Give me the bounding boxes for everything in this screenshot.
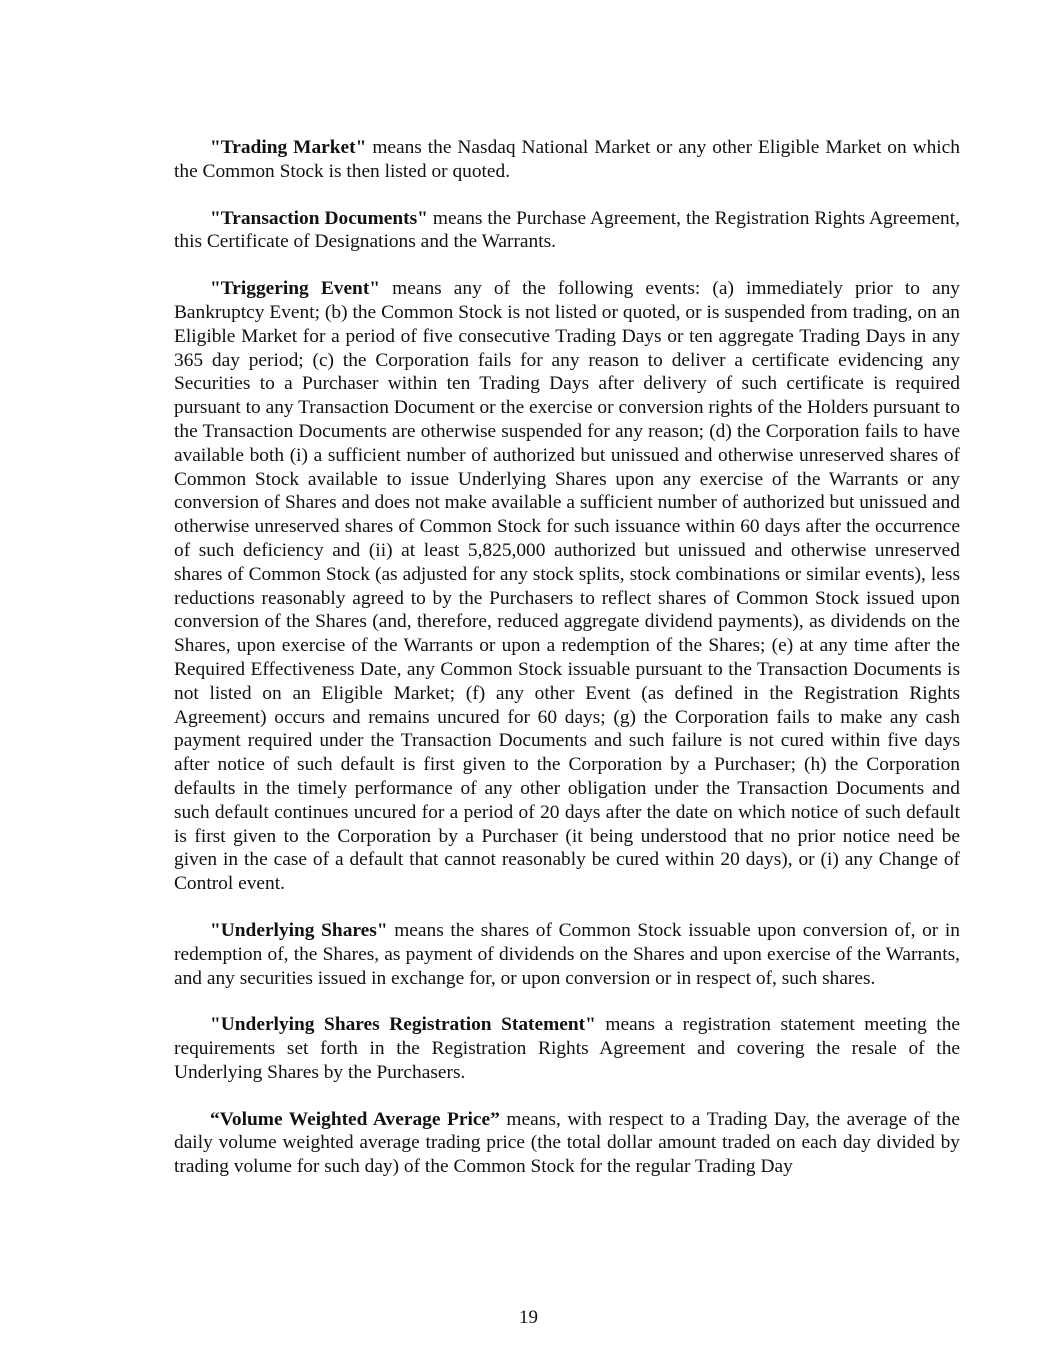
defined-term [210,137,366,158]
defined-term [210,208,428,229]
page-number: 19 [519,1307,538,1328]
term-close-quote: " [585,1014,596,1036]
term-name: Underlying Shares Registration Statement [220,1014,586,1036]
definition-triggering-event [174,277,960,896]
definition-underlying-shares-registration-statement [174,1013,960,1084]
term-name: Underlying Shares [220,919,377,941]
term-open-quote: " [210,1014,221,1036]
definition-text: means the Purchase Agreement, the Registration Rights Agreement, this Certificate of Designations and the Warrants. [174,207,960,253]
term-name: Transaction Documents [220,207,418,229]
term-close-quote: " [369,278,381,300]
term-close-quote: " [376,919,388,941]
term-close-quote: " [355,137,367,158]
term-name: Triggering Event [220,278,370,300]
term-open-quote: " [210,919,221,941]
term-name: Trading Market [220,137,356,158]
defined-term [210,1014,596,1035]
definition-text: means any of the following events: (a) immediately prior to any Bankruptcy Event; (b) the Common Stock is not listed or quoted, or is suspended from trading, on an Eligible Market for a period of five consecutive Trading Days or ten aggregate Trading Days in any 365 day period; (c) the Corporation fails for any reason to deliver a certificate evidencing any Securities to a Purchaser within ten Trading Days after delivery of such certificate is required pursuant to any Transaction Document or the exercise or conversion rights of the Holders pursuant to the Transaction Documents are otherwise suspended for any reason; (d) the Corporation fails to have available both (i) a sufficient number of authorized but unissued and otherwise unreserved shares of Common Stock available to issue Underlying Shares upon any exercise of the Warrants or any conversion of Shares and does not make available a sufficient number of authorized but unissued and otherwise unreserved shares of Common Stock for such issuance within 60 days after the occurrence of such deficiency and (ii) at least 5,825,000 authorized but unissued and otherwise unreserved shares of Common Stock (as adjusted for any stock splits, stock combinations or similar events), less reductions reasonably agreed to by the Purchasers to reflect shares of Common Stock issued upon conversion of the Shares (and, therefore, reduced aggregate dividend payments), as dividends on the Shares, upon exercise of the Warrants or upon a redemption of the Shares; (e) at any time after the Required Effectiveness Date, any Common Stock issuable pursuant to the Transaction Documents is not listed on an Eligible Market; (f) any other Event (as defined in the Registration Rights Agreement) occurs and remains uncured for 60 days; (g) the Corporation fails to make any cash payment required under the Transaction Documents and such failure is not cured within five days after notice of such default is first given to the Corporation by a Purchaser; (h) the Corporation defaults in the timely performance of any other obligation under the Transaction Documents and such default continues uncured for a period of 20 days after the date on which notice of such default is first given to the Corporation by a Purchaser (it being understood that no prior notice need be given in the case of a default that cannot reasonably be cured within 20 days), or (i) any Change of Control event. [174,278,960,895]
defined-term [210,278,380,299]
term-open-quote: “ [210,1108,220,1130]
definition-text: means the shares of Common Stock issuable upon conversion of, or in redemption of, the Shares, as payment of dividends on the Shares and upon exercise of the Warrants, and any securities issued in exchange for, or upon conversion or in respect of, such shares. [174,919,960,989]
definition-text: means, with respect to a Trading Day, the average of the daily volume weighted average trading price (the total dollar amount traded on each day divided by trading volume for such day) of the Common Stock for the regular Trading Day [174,1108,960,1178]
definition-text: means the Nasdaq National Market or any other Eligible Market on which the Common Stock is then listed or quoted. [174,137,960,182]
term-close-quote: ” [490,1108,500,1130]
definition-text: means a registration statement meeting the requirements set forth in the Registration Rights Agreement and covering the resale of the Underlying Shares by the Purchasers. [174,1014,960,1083]
term-open-quote: " [210,137,221,158]
defined-term [210,1109,500,1130]
definition-trading-market [174,136,960,184]
term-open-quote: " [210,207,221,229]
definition-transaction-documents [174,207,960,255]
term-close-quote: " [417,207,428,229]
definition-underlying-shares [174,919,960,990]
defined-term [210,920,388,941]
term-name: Volume Weighted Average Price [219,1108,491,1130]
term-open-quote: " [210,278,221,300]
definition-volume-weighted-average-price [174,1108,960,1179]
document-body [174,136,960,1202]
